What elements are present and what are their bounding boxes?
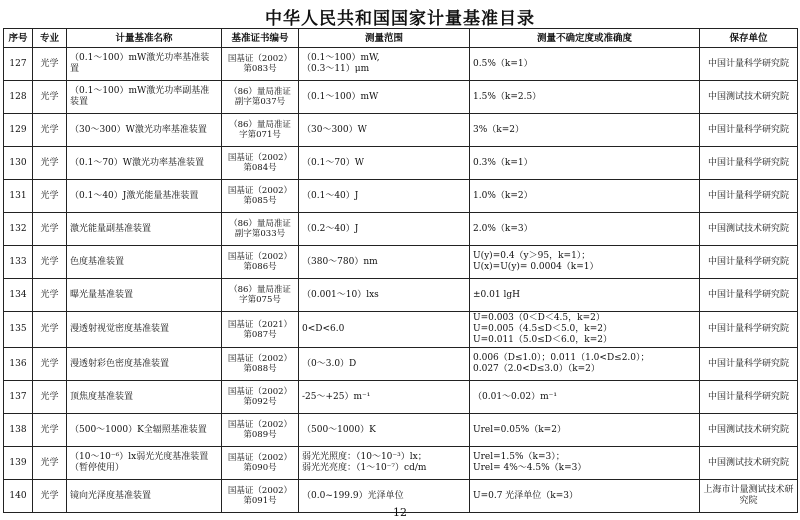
row-certificate (222, 213, 299, 246)
table-row (4, 246, 798, 279)
row-certificate-line: 国基证（2002） (227, 153, 293, 163)
row-field: 光学 (33, 312, 67, 348)
row-uncertainty-line: Urel= 4%～4.5%（k=3） (473, 463, 587, 473)
row-certificate (222, 348, 299, 381)
row-field: 光学 (33, 147, 67, 180)
row-field: 光学 (33, 246, 67, 279)
row-uncertainty (470, 348, 700, 381)
row-certificate-line: 第087号 (243, 329, 277, 340)
row-range-line: 弱光光照度：（10～10⁻³）lx； (302, 452, 427, 462)
row-range-line: （380～780）nm (302, 256, 378, 267)
row-certificate-line: 国基证（2002） (227, 54, 293, 64)
row-range (299, 279, 470, 312)
row-standard-name: 顶焦度基准装置 (67, 381, 222, 414)
row-certificate (222, 381, 299, 414)
row-certificate-line: 副字第033号 (234, 229, 286, 239)
row-range-line: （0.2～40）J (302, 223, 359, 234)
row-certificate-line: 国基证（2002） (227, 354, 293, 364)
row-holder: 中国测试技术研究院 (700, 81, 798, 114)
row-standard-name: （0.1～100）mW激光功率副基准装置 (67, 81, 222, 114)
row-uncertainty-line: 2.0%（k=3） (473, 223, 533, 234)
row-field: 光学 (33, 213, 67, 246)
row-certificate-line: 第086号 (243, 262, 277, 272)
row-holder: 中国计量科学研究院 (700, 48, 798, 81)
row-range-line: （0.1～70）W (302, 157, 365, 168)
row-field: 光学 (33, 180, 67, 213)
row-range-line: （500～1000）K (302, 424, 376, 435)
row-certificate-line: （86）量局准证 (229, 120, 291, 130)
col-header-no: 序号 (4, 29, 33, 48)
page-number: 12 (393, 506, 407, 519)
row-standard-name: （0.1～70）W激光功率基准装置 (67, 147, 222, 180)
row-uncertainty-line: Urel=0.05%（k=2） (473, 424, 566, 435)
row-range-line: （30～300）W (302, 124, 367, 135)
row-certificate-line: 国基证（2002） (227, 252, 293, 262)
table-row (4, 81, 798, 114)
row-range (299, 447, 470, 480)
row-field: 光学 (33, 279, 67, 312)
row-range-line: （0.1～100）mW (302, 91, 379, 102)
row-range-line: 0<D<6.0 (302, 324, 345, 334)
row-number: 138 (4, 414, 33, 447)
row-certificate-line: 第088号 (243, 364, 277, 374)
standards-table (3, 28, 798, 513)
row-range (299, 348, 470, 381)
row-field: 光学 (33, 447, 67, 480)
row-standard-name: 漫透射视觉密度基准装置 (67, 312, 222, 348)
row-field: 光学 (33, 48, 67, 81)
row-certificate (222, 279, 299, 312)
table-row (4, 414, 798, 447)
row-certificate (222, 180, 299, 213)
row-uncertainty-line: Urel=1.5%（k=3）； (473, 452, 565, 462)
row-range-line: 弱光光亮度：（1～10⁻⁷）cd/m (302, 463, 427, 473)
row-uncertainty-line: ±0.01 lgH (473, 289, 520, 300)
row-certificate-line: 第092号 (243, 397, 277, 407)
row-uncertainty (470, 312, 700, 348)
row-number: 140 (4, 480, 33, 513)
row-range-line: （0～3.0）D (302, 358, 357, 369)
row-range-line: （0.001～10）lxs (302, 289, 379, 300)
row-range (299, 246, 470, 279)
row-range-line: -25～+25）m⁻¹ (302, 391, 371, 402)
row-uncertainty-line: 1.5%（k=2.5） (473, 91, 542, 102)
row-certificate (222, 114, 299, 147)
row-certificate-line: 第085号 (243, 196, 277, 206)
row-certificate-line: 国基证（2002） (227, 186, 293, 196)
row-certificate-line: （86）量局准证 (229, 87, 291, 97)
row-range (299, 381, 470, 414)
row-uncertainty (470, 279, 700, 312)
row-certificate (222, 312, 299, 348)
row-number: 128 (4, 81, 33, 114)
row-uncertainty-line: 0.5%（k=1） (473, 58, 533, 69)
row-number: 134 (4, 279, 33, 312)
row-standard-name: 色度基准装置 (67, 246, 222, 279)
row-holder: 中国计量科学研究院 (700, 312, 798, 348)
row-holder: 中国测试技术研究院 (700, 213, 798, 246)
row-standard-name: （30～300）W激光功率基准装置 (67, 114, 222, 147)
row-certificate-line: （86）量局准证 (229, 285, 291, 295)
row-number: 133 (4, 246, 33, 279)
row-range (299, 147, 470, 180)
table-row (4, 147, 798, 180)
row-certificate (222, 81, 299, 114)
row-certificate-line: 国基证（2002） (227, 420, 293, 430)
row-range (299, 180, 470, 213)
row-certificate-line: 第089号 (243, 430, 277, 440)
row-uncertainty (470, 381, 700, 414)
row-certificate-line: 第083号 (243, 64, 277, 74)
row-uncertainty-line: U=0.011（5.0≤D＜6.0，k=2） (473, 335, 612, 345)
row-holder: 中国计量科学研究院 (700, 279, 798, 312)
row-certificate-line: （86）量局准证 (229, 219, 291, 229)
row-uncertainty-line: U=0.005（4.5≤D＜5.0，k=2） (473, 324, 612, 334)
row-standard-name: 漫透射彩色密度基准装置 (67, 348, 222, 381)
row-certificate-line: 第090号 (243, 463, 277, 473)
table-row (4, 348, 798, 381)
row-uncertainty (470, 246, 700, 279)
row-field: 光学 (33, 480, 67, 513)
row-certificate-line: 字第075号 (239, 295, 281, 305)
row-range-line: （0.1～40）J (302, 190, 359, 201)
table-row (4, 180, 798, 213)
row-uncertainty (470, 114, 700, 147)
row-holder: 中国计量科学研究院 (700, 381, 798, 414)
row-uncertainty (470, 213, 700, 246)
row-standard-name: 激光能量副基准装置 (67, 213, 222, 246)
row-certificate-line: 国基证（2021） (227, 319, 293, 330)
row-range (299, 114, 470, 147)
row-certificate-line: 副字第037号 (234, 97, 286, 107)
row-certificate-line: 字第071号 (239, 130, 281, 140)
row-standard-name: 曝光量基准装置 (67, 279, 222, 312)
row-holder: 中国计量科学研究院 (700, 246, 798, 279)
row-uncertainty-line: U=0.7 光泽单位（k=3） (473, 490, 579, 501)
row-uncertainty-line: 3%（k=2） (473, 124, 524, 135)
row-uncertainty (470, 81, 700, 114)
col-header-cert: 基准证书编号 (222, 29, 299, 48)
row-holder: 中国测试技术研究院 (700, 447, 798, 480)
row-certificate-line: 第091号 (243, 496, 277, 506)
row-uncertainty (470, 48, 700, 81)
row-standard-name: 镜向光泽度基准装置 (67, 480, 222, 513)
row-uncertainty (470, 447, 700, 480)
row-certificate-line: 国基证（2002） (227, 453, 293, 463)
row-uncertainty-line: U=0.003（0＜D＜4.5，k=2） (473, 313, 605, 323)
row-certificate (222, 147, 299, 180)
row-number: 131 (4, 180, 33, 213)
row-certificate-line: 国基证（2002） (227, 486, 293, 496)
row-holder: 中国计量科学研究院 (700, 180, 798, 213)
row-holder: 中国计量科学研究院 (700, 114, 798, 147)
row-uncertainty-line: 1.0%（k=2） (473, 190, 533, 201)
row-uncertainty-line: （0.01～0.02）m⁻¹ (473, 391, 557, 402)
row-uncertainty-line: U(y)=0.4（y＞95，k=1）； (473, 251, 591, 261)
row-number: 135 (4, 312, 33, 348)
row-certificate (222, 48, 299, 81)
row-range-line: （0.0~199.9）光泽单位 (302, 490, 404, 501)
row-uncertainty-line: 0.006（D≤1.0）；0.011（1.0<D≤2.0）； (473, 353, 650, 363)
row-number: 136 (4, 348, 33, 381)
table-row (4, 447, 798, 480)
row-uncertainty-line: 0.3%（k=1） (473, 157, 533, 168)
row-standard-name: （0.1～100）mW激光功率基准装置 (67, 48, 222, 81)
col-header-range: 测量范围 (299, 29, 470, 48)
col-header-field: 专业 (33, 29, 67, 48)
table-row (4, 312, 798, 348)
row-certificate (222, 414, 299, 447)
col-header-name: 计量基准名称 (67, 29, 222, 48)
row-field: 光学 (33, 381, 67, 414)
row-holder: 上海市计量测试技术研究院 (700, 480, 798, 513)
col-header-uncertainty: 测量不确定度或准确度 (470, 29, 700, 48)
row-standard-name: （10～10⁻⁶）lx弱光光度基准装置（暂停使用） (67, 447, 222, 480)
row-uncertainty (470, 147, 700, 180)
row-uncertainty (470, 180, 700, 213)
row-range (299, 213, 470, 246)
row-range (299, 312, 470, 348)
row-certificate-line: 国基证（2002） (227, 387, 293, 397)
table-row (4, 381, 798, 414)
row-holder: 中国计量科学研究院 (700, 348, 798, 381)
row-uncertainty-line: U(x)=U(y)= 0.0004（k=1） (473, 262, 599, 272)
row-range (299, 48, 470, 81)
row-field: 光学 (33, 348, 67, 381)
table-header-row (4, 29, 798, 48)
table-row (4, 279, 798, 312)
row-range (299, 414, 470, 447)
row-certificate (222, 447, 299, 480)
page-title: 中华人民共和国国家计量基准目录 (265, 9, 535, 29)
table-row (4, 114, 798, 147)
row-number: 139 (4, 447, 33, 480)
row-number: 130 (4, 147, 33, 180)
row-range (299, 81, 470, 114)
table-row (4, 48, 798, 81)
row-certificate-line: 第084号 (243, 163, 277, 173)
row-range-line: （0.1～100）mW, (302, 53, 380, 63)
row-field: 光学 (33, 114, 67, 147)
row-uncertainty-line: 0.027（2.0<D≤3.0）（k=2） (473, 364, 600, 374)
row-holder: 中国测试技术研究院 (700, 414, 798, 447)
row-number: 129 (4, 114, 33, 147)
table-row (4, 213, 798, 246)
row-uncertainty (470, 414, 700, 447)
row-certificate (222, 246, 299, 279)
row-field: 光学 (33, 81, 67, 114)
row-field: 光学 (33, 414, 67, 447)
col-header-unit: 保存单位 (700, 29, 798, 48)
row-standard-name: （0.1～40）J激光能量基准装置 (67, 180, 222, 213)
row-number: 137 (4, 381, 33, 414)
row-number: 127 (4, 48, 33, 81)
row-standard-name: （500～1000）K全辐照基准装置 (67, 414, 222, 447)
row-number: 132 (4, 213, 33, 246)
table-body (4, 48, 798, 513)
row-holder: 中国计量科学研究院 (700, 147, 798, 180)
row-range-line: （0.3～11）μm (302, 64, 370, 74)
